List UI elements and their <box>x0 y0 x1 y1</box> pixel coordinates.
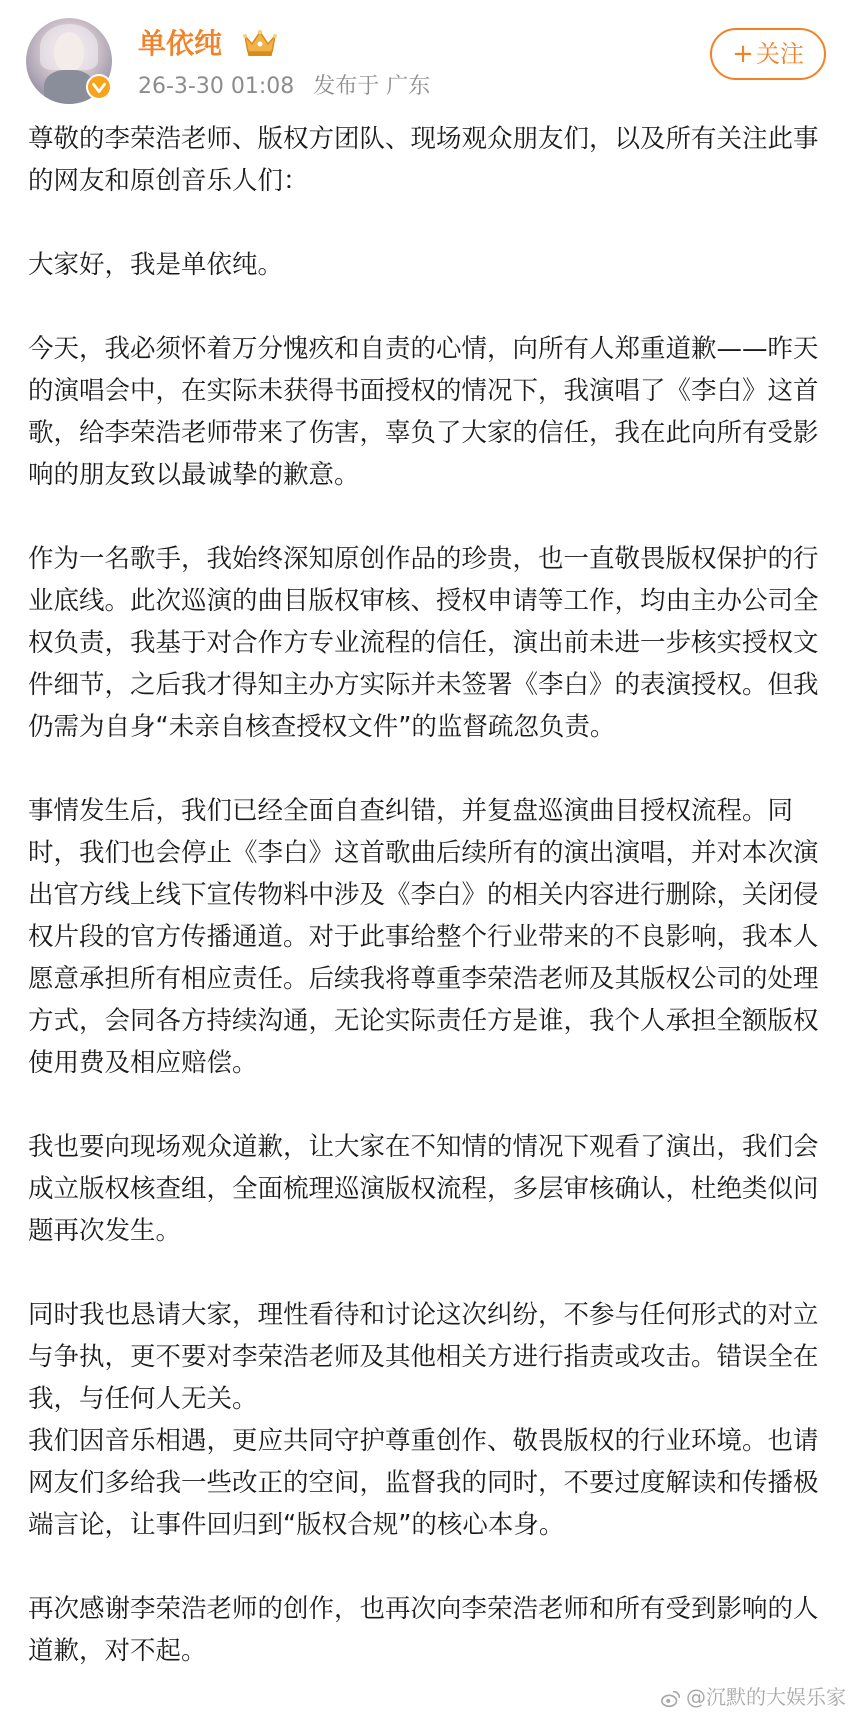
follow-button[interactable] <box>710 28 826 80</box>
watermark <box>660 1681 846 1710</box>
post-time: 26-3-30 01:08 <box>138 74 295 99</box>
avatar-face <box>54 32 84 72</box>
post-location: 发布于 广东 <box>313 74 431 99</box>
crown-icon <box>242 28 278 58</box>
username[interactable]: 单依纯 <box>138 27 223 60</box>
paragraph-greeting: 尊敬的李荣浩老师、版权方团队、现场观众朋友们，以及所有关注此事的网友和原创音乐人们： <box>28 124 819 196</box>
paragraph-environment: 我们因音乐相遇，更应共同守护尊重创作、敬畏版权的行业环境。也请网友们多给我一些改正的空间，监督我的同时，不要过度解读和传播极端言论，让事件回归到“版权合规”的核心本身。 <box>28 1426 819 1540</box>
post-header <box>0 0 856 116</box>
post-meta <box>138 72 442 102</box>
follow-label: 关注 <box>755 40 804 68</box>
weibo-icon <box>660 1688 682 1710</box>
verified-badge-icon <box>86 74 112 100</box>
paragraph-closing: 再次感谢李荣浩老师的创作，也再次向李荣浩老师和所有受到影响的人道歉，对不起。 <box>28 1594 819 1666</box>
paragraph-audience: 我也要向现场观众道歉，让大家在不知情的情况下观看了演出，我们会成立版权核查组，全面梳理巡演版权流程，多层审核确认，杜绝类似问题再次发生。 <box>28 1132 819 1246</box>
post-content <box>28 118 828 1714</box>
paragraph-actions: 事情发生后，我们已经全面自查纠错，并复盘巡演曲目授权流程。同时，我们也会停止《李白》这首歌曲后续所有的演出演唱，并对本次演出官方线上线下宣传物料中涉及《李白》的相关内容进行删除，关闭侵权片段的官方传播通道。对于此事给整个行业带来的不良影响，我本人愿意承担所有相应责任。后续我将尊重李荣浩老师及其版权公司的处理方式，会同各方持续沟通，无论实际责任方是谁，我个人承担全额版权使用费及相应赔偿。 <box>28 796 819 1078</box>
watermark-text: @沉默的大娱乐家 <box>686 1685 846 1709</box>
paragraph-apology: 今天，我必须怀着万分愧疚和自责的心情，向所有人郑重道歉——昨天的演唱会中，在实际未获得书面授权的情况下，我演唱了《李白》这首歌，给李荣浩老师带来了伤害，辜负了大家的信任，我在此向所有受影响的朋友致以最诚挚的歉意。 <box>28 334 819 490</box>
paragraph-request: 同时我也恳请大家，理性看待和讨论这次纠纷，不参与任何形式的对立与争执，更不要对李荣浩老师及其他相关方进行指责或攻击。错误全在我，与任何人无关。 <box>28 1300 819 1414</box>
paragraph-intro: 大家好，我是单依纯。 <box>28 250 284 280</box>
paragraph-explanation: 作为一名歌手，我始终深知原创作品的珍贵，也一直敬畏版权保护的行业底线。此次巡演的曲目版权审核、授权申请等工作，均由主办公司全权负责，我基于对合作方专业流程的信任，演出前未进一步核实授权文件细节，之后我才得知主办方实际并未签署《李白》的表演授权。但我仍需为自身“未亲自核查授权文件”的监督疏忽负责。 <box>28 544 819 742</box>
plus-icon: + <box>732 39 754 69</box>
